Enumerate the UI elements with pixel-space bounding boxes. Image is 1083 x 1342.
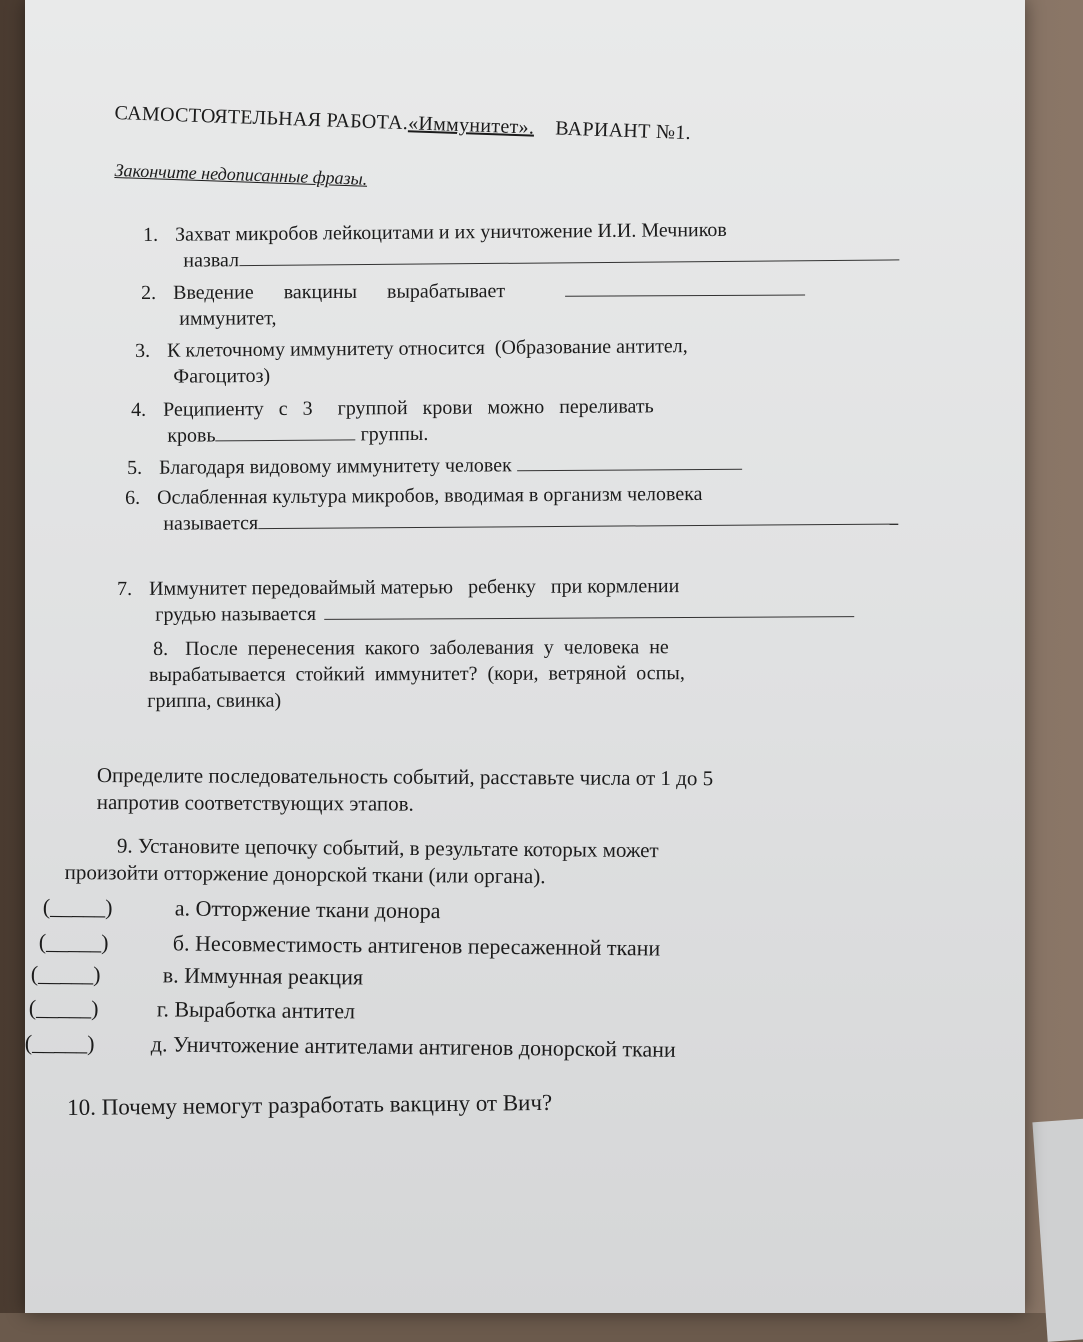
question-text: называется xyxy=(163,512,259,535)
question-item-4 xyxy=(131,393,654,449)
header-title: САМОСТОЯТЕЛЬНАЯ РАБОТА. xyxy=(114,102,409,135)
order-blank[interactable]: (_____) xyxy=(30,961,101,987)
answer-blank xyxy=(215,421,355,441)
answer-blank xyxy=(565,277,805,297)
order-blank[interactable]: (_____) xyxy=(28,995,99,1021)
question-text: К клеточному иммунитету относится (Образование антител, xyxy=(167,335,688,362)
answer-blank xyxy=(324,598,854,620)
order-blank[interactable]: (_____) xyxy=(42,894,113,920)
instructions-subtitle: Закончите недописанные фразы. xyxy=(114,160,368,189)
option-text: б. Несовместимость антигенов пересаженной ткани xyxy=(172,930,661,961)
sequence-option-d xyxy=(29,995,355,1024)
question-text: Реципиенту с 3 группой крови можно переливать xyxy=(163,395,654,421)
question-text: иммунитет, xyxy=(179,307,277,330)
question-item-1 xyxy=(143,215,899,274)
question-item-6 xyxy=(125,480,898,537)
question-text: Иммунитет передоваймый матерью ребенку при кормлении xyxy=(149,575,680,600)
order-blank[interactable]: (_____) xyxy=(38,929,109,955)
option-text: в. Иммунная реакция xyxy=(162,962,364,990)
worksheet-content xyxy=(25,0,1025,1313)
question-text: Благодаря видовому иммунитету человек xyxy=(159,454,512,479)
question-number: 4. xyxy=(131,398,147,421)
answer-blank xyxy=(258,506,898,529)
question-item-8 xyxy=(147,634,685,714)
question-number: 3. xyxy=(135,339,151,362)
sequence-option-e xyxy=(25,1030,676,1063)
question-text: Фагоцитоз) xyxy=(173,364,271,388)
question-item-7 xyxy=(117,572,854,628)
header-variant: ВАРИАНТ №1. xyxy=(555,117,692,145)
question-number: 8. xyxy=(153,637,169,660)
question-number: 2. xyxy=(141,281,157,304)
question-text: гриппа, свинка) xyxy=(147,689,282,713)
sequence-option-c xyxy=(31,961,363,990)
question-text: назвал xyxy=(183,249,240,272)
question-10: 10. Почему немогут разработать вакцину от Вич? xyxy=(67,1089,553,1120)
question-text: Введение вакцины вырабатывает xyxy=(173,280,506,304)
option-text: д. Уничтожение антителами антигенов донорской ткани xyxy=(150,1031,676,1062)
question-text: Захват микробов лейкоцитами и их уничтожение И.И. Мечников xyxy=(175,218,727,246)
order-blank[interactable]: (_____) xyxy=(24,1030,95,1056)
question-item-5 xyxy=(127,451,742,481)
sequence-option-a xyxy=(43,894,441,924)
question-9 xyxy=(65,832,659,891)
question-text: грудью называется xyxy=(155,602,317,626)
question-item-2 xyxy=(141,277,805,332)
question-number: 6. xyxy=(125,486,141,509)
question-text: 9. Установите цепочку событий, в результате которых может xyxy=(116,833,659,863)
instruction-text: напротив соответствующих этапов. xyxy=(96,789,414,816)
question-text: Ослабленная культура микробов, вводимая в организм человека xyxy=(157,482,703,509)
option-text: а. Отторжение ткани донора xyxy=(174,895,441,924)
answer-blank xyxy=(239,241,899,266)
instruction-text: Определите последовательность событий, расставьте числа от 1 до 5 xyxy=(96,763,714,791)
question-text: кровь xyxy=(167,424,216,447)
sequence-instructions xyxy=(97,762,713,819)
question-item-3 xyxy=(135,333,688,390)
sequence-option-b xyxy=(39,929,661,962)
header-topic: «Иммунитет». xyxy=(407,112,535,139)
answer-blank xyxy=(517,451,742,472)
question-text: произойти отторжение донорской ткани (или органа). xyxy=(64,859,546,889)
worksheet-paper xyxy=(25,0,1025,1313)
question-number: 7. xyxy=(117,577,133,600)
option-text: г. Выработка антител xyxy=(156,996,356,1024)
worksheet-header xyxy=(114,102,874,152)
question-number: 5. xyxy=(127,456,143,479)
question-text: группы. xyxy=(360,422,429,446)
question-number: 1. xyxy=(143,223,159,246)
question-text: После перенесения какого заболевания у человека не xyxy=(185,636,669,660)
question-text: вырабатывается стойкий иммунитет? (кори, ветряной оспы, xyxy=(149,662,685,687)
